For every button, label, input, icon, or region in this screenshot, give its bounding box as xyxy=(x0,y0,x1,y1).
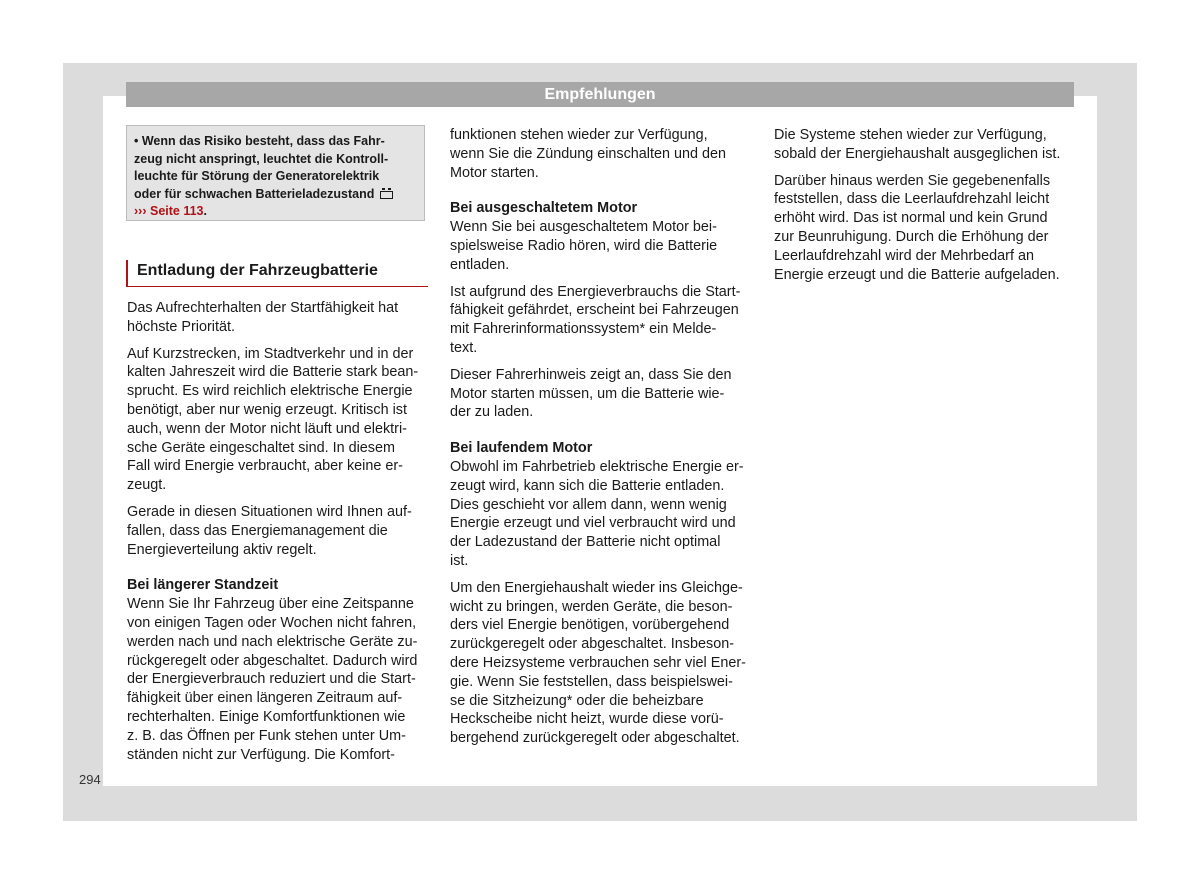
text-line: werden nach und nach elektrische Geräte zu- xyxy=(127,633,418,650)
text-line: Motor starten. xyxy=(450,164,539,181)
warning-line-with-icon xyxy=(134,186,395,204)
text-line: Ist aufgrund des Energieverbrauchs die Start- xyxy=(450,283,741,300)
text-line: Heckscheibe nicht heizt, wurde diese vorü- xyxy=(450,711,724,728)
page-reference-link[interactable]: Seite 113 xyxy=(149,204,204,219)
subheading: Bei laufendem Motor xyxy=(450,440,593,457)
warning-text xyxy=(134,133,395,221)
text-line: zeugt. xyxy=(127,477,167,494)
text-line: zeugt wird, kann sich die Batterie entladen. xyxy=(450,477,725,494)
page-number: 294 xyxy=(79,772,101,787)
warning-line: oder für schwachen Batterieladezustand xyxy=(134,186,375,201)
text-line: wenn Sie die Zündung einschalten und den xyxy=(450,145,727,162)
text-line: Wenn Sie bei ausgeschaltetem Motor bei- xyxy=(450,219,717,236)
text-line: spielsweise Radio hören, wird die Batterie xyxy=(450,237,718,254)
text-line: wicht zu bringen, werden Geräte, die beson- xyxy=(450,598,733,615)
text-line: Dieser Fahrerhinweis zeigt an, dass Sie den xyxy=(450,366,732,383)
text-line: kalten Jahreszeit wird die Batterie stark bean- xyxy=(127,364,419,381)
text-line: Dies geschieht vor allem dann, wenn wenig xyxy=(450,496,727,513)
text-line: höchste Priorität. xyxy=(127,318,235,335)
text-line: zur Beunruhigung. Durch die Erhöhung der xyxy=(774,228,1049,245)
text-line: Energie erzeugt und viel verbraucht wird und xyxy=(450,515,736,532)
text-line: Um den Energiehaushalt wieder ins Gleichge- xyxy=(450,579,743,596)
text-line: Auf Kurzstrecken, im Stadtverkehr und in der xyxy=(127,345,414,362)
text-line: bergehend zurückgeregelt oder abgeschaltet. xyxy=(450,730,740,747)
text-line: Die Systeme stehen wieder zur Verfügung, xyxy=(774,127,1047,143)
text-line: sche Geräte eingeschaltet sind. In diesem xyxy=(127,439,395,456)
text-line: der zu laden. xyxy=(450,404,534,421)
text-line: Leerlaufdrehzahl wird der Mehrbedarf an xyxy=(774,247,1034,264)
text-line: Das Aufrechterhalten der Startfähigkeit hat xyxy=(127,300,399,316)
text-line: ders viel Energie benötigen, vorübergehend xyxy=(450,617,730,634)
text-line: fähigkeit über einen längeren Zeitraum auf- xyxy=(127,690,403,707)
text-line: dere Heizsysteme verbrauchen sehr viel Ener- xyxy=(450,654,746,671)
text-line: Energieverteilung aktiv regelt. xyxy=(127,541,317,558)
text-line: ständen nicht zur Verfügung. Die Komfort- xyxy=(127,746,395,763)
column-2 xyxy=(450,126,746,748)
text-line: auch, wenn der Motor nicht läuft und elektri- xyxy=(127,420,407,437)
battery-icon xyxy=(380,191,393,199)
column-1 xyxy=(127,299,418,764)
text-line: sobald der Energiehaushalt ausgeglichen ist. xyxy=(774,145,1061,162)
link-period: . xyxy=(203,204,207,219)
text-line: text. xyxy=(450,339,478,356)
text-line: erhöht wird. Das ist normal und kein Grund xyxy=(774,210,1048,227)
text-line: rückgeregelt oder abgeschaltet. Dadurch wird xyxy=(127,652,418,669)
text-line: sprucht. Es wird reichlich elektrische Energie xyxy=(127,383,413,400)
text-line: ist. xyxy=(450,552,469,569)
text-line: entladen. xyxy=(450,256,510,273)
text-line: der Ladezustand der Batterie nicht optimal xyxy=(450,534,721,551)
text-line: gie. Wenn Sie feststellen, dass beispielswei- xyxy=(450,673,733,690)
text-line: Gerade in diesen Situationen wird Ihnen auf- xyxy=(127,503,412,520)
warning-line: zeug nicht anspringt, leuchtet die Kontroll- xyxy=(134,151,389,166)
warning-link-line xyxy=(134,203,395,221)
page-header: Empfehlungen xyxy=(126,82,1074,107)
subheading: Bei ausgeschaltetem Motor xyxy=(450,200,638,217)
text-line: fallen, dass das Energiemanagement die xyxy=(127,522,388,539)
subheading: Bei längerer Standzeit xyxy=(127,577,279,594)
text-line: der Energieverbrauch reduziert und die Start- xyxy=(127,671,416,688)
text-line: feststellen, dass die Leerlaufdrehzahl leicht xyxy=(774,191,1050,208)
text-line: se die Sitzheizung* oder die beheizbare xyxy=(450,692,704,709)
link-arrow-icon: ››› xyxy=(134,204,147,219)
text-line: fähigkeit gefährdet, erscheint bei Fahrzeugen xyxy=(450,302,739,319)
section-heading xyxy=(126,260,428,287)
text-line: funktionen stehen wieder zur Verfügung, xyxy=(450,127,708,143)
text-line: Energie erzeugt und die Batterie aufgeladen. xyxy=(774,266,1060,283)
text-line: benötigt, aber nur wenig erzeugt. Kritisch ist xyxy=(127,401,407,418)
text-line: Obwohl im Fahrbetrieb elektrische Energie er- xyxy=(450,458,744,475)
text-line: Motor starten müssen, um die Batterie wie- xyxy=(450,385,725,402)
text-line: Wenn Sie Ihr Fahrzeug über eine Zeitspanne xyxy=(127,596,414,613)
text-line: rechterhalten. Einige Komfortfunktionen wie xyxy=(127,708,406,725)
text-line: zurückgeregelt oder abgeschaltet. Insbeson- xyxy=(450,636,734,653)
section-title: Entladung der Fahrzeugbatterie xyxy=(137,262,378,279)
text-line: Fall wird Energie verbraucht, aber keine er- xyxy=(127,458,403,475)
text-line: mit Fahrerinformationssystem* ein Melde- xyxy=(450,321,717,338)
text-line: z. B. das Öffnen per Funk stehen unter Um- xyxy=(127,727,406,744)
column-3 xyxy=(774,126,1060,284)
text-line: von einigen Tagen oder Wochen nicht fahren, xyxy=(127,614,417,631)
text-line: Darüber hinaus werden Sie gegebenenfalls xyxy=(774,172,1051,189)
warning-line: leuchte für Störung der Generatorelektrik xyxy=(134,169,380,184)
warning-line: • Wenn das Risiko besteht, dass das Fahr- xyxy=(134,134,385,148)
